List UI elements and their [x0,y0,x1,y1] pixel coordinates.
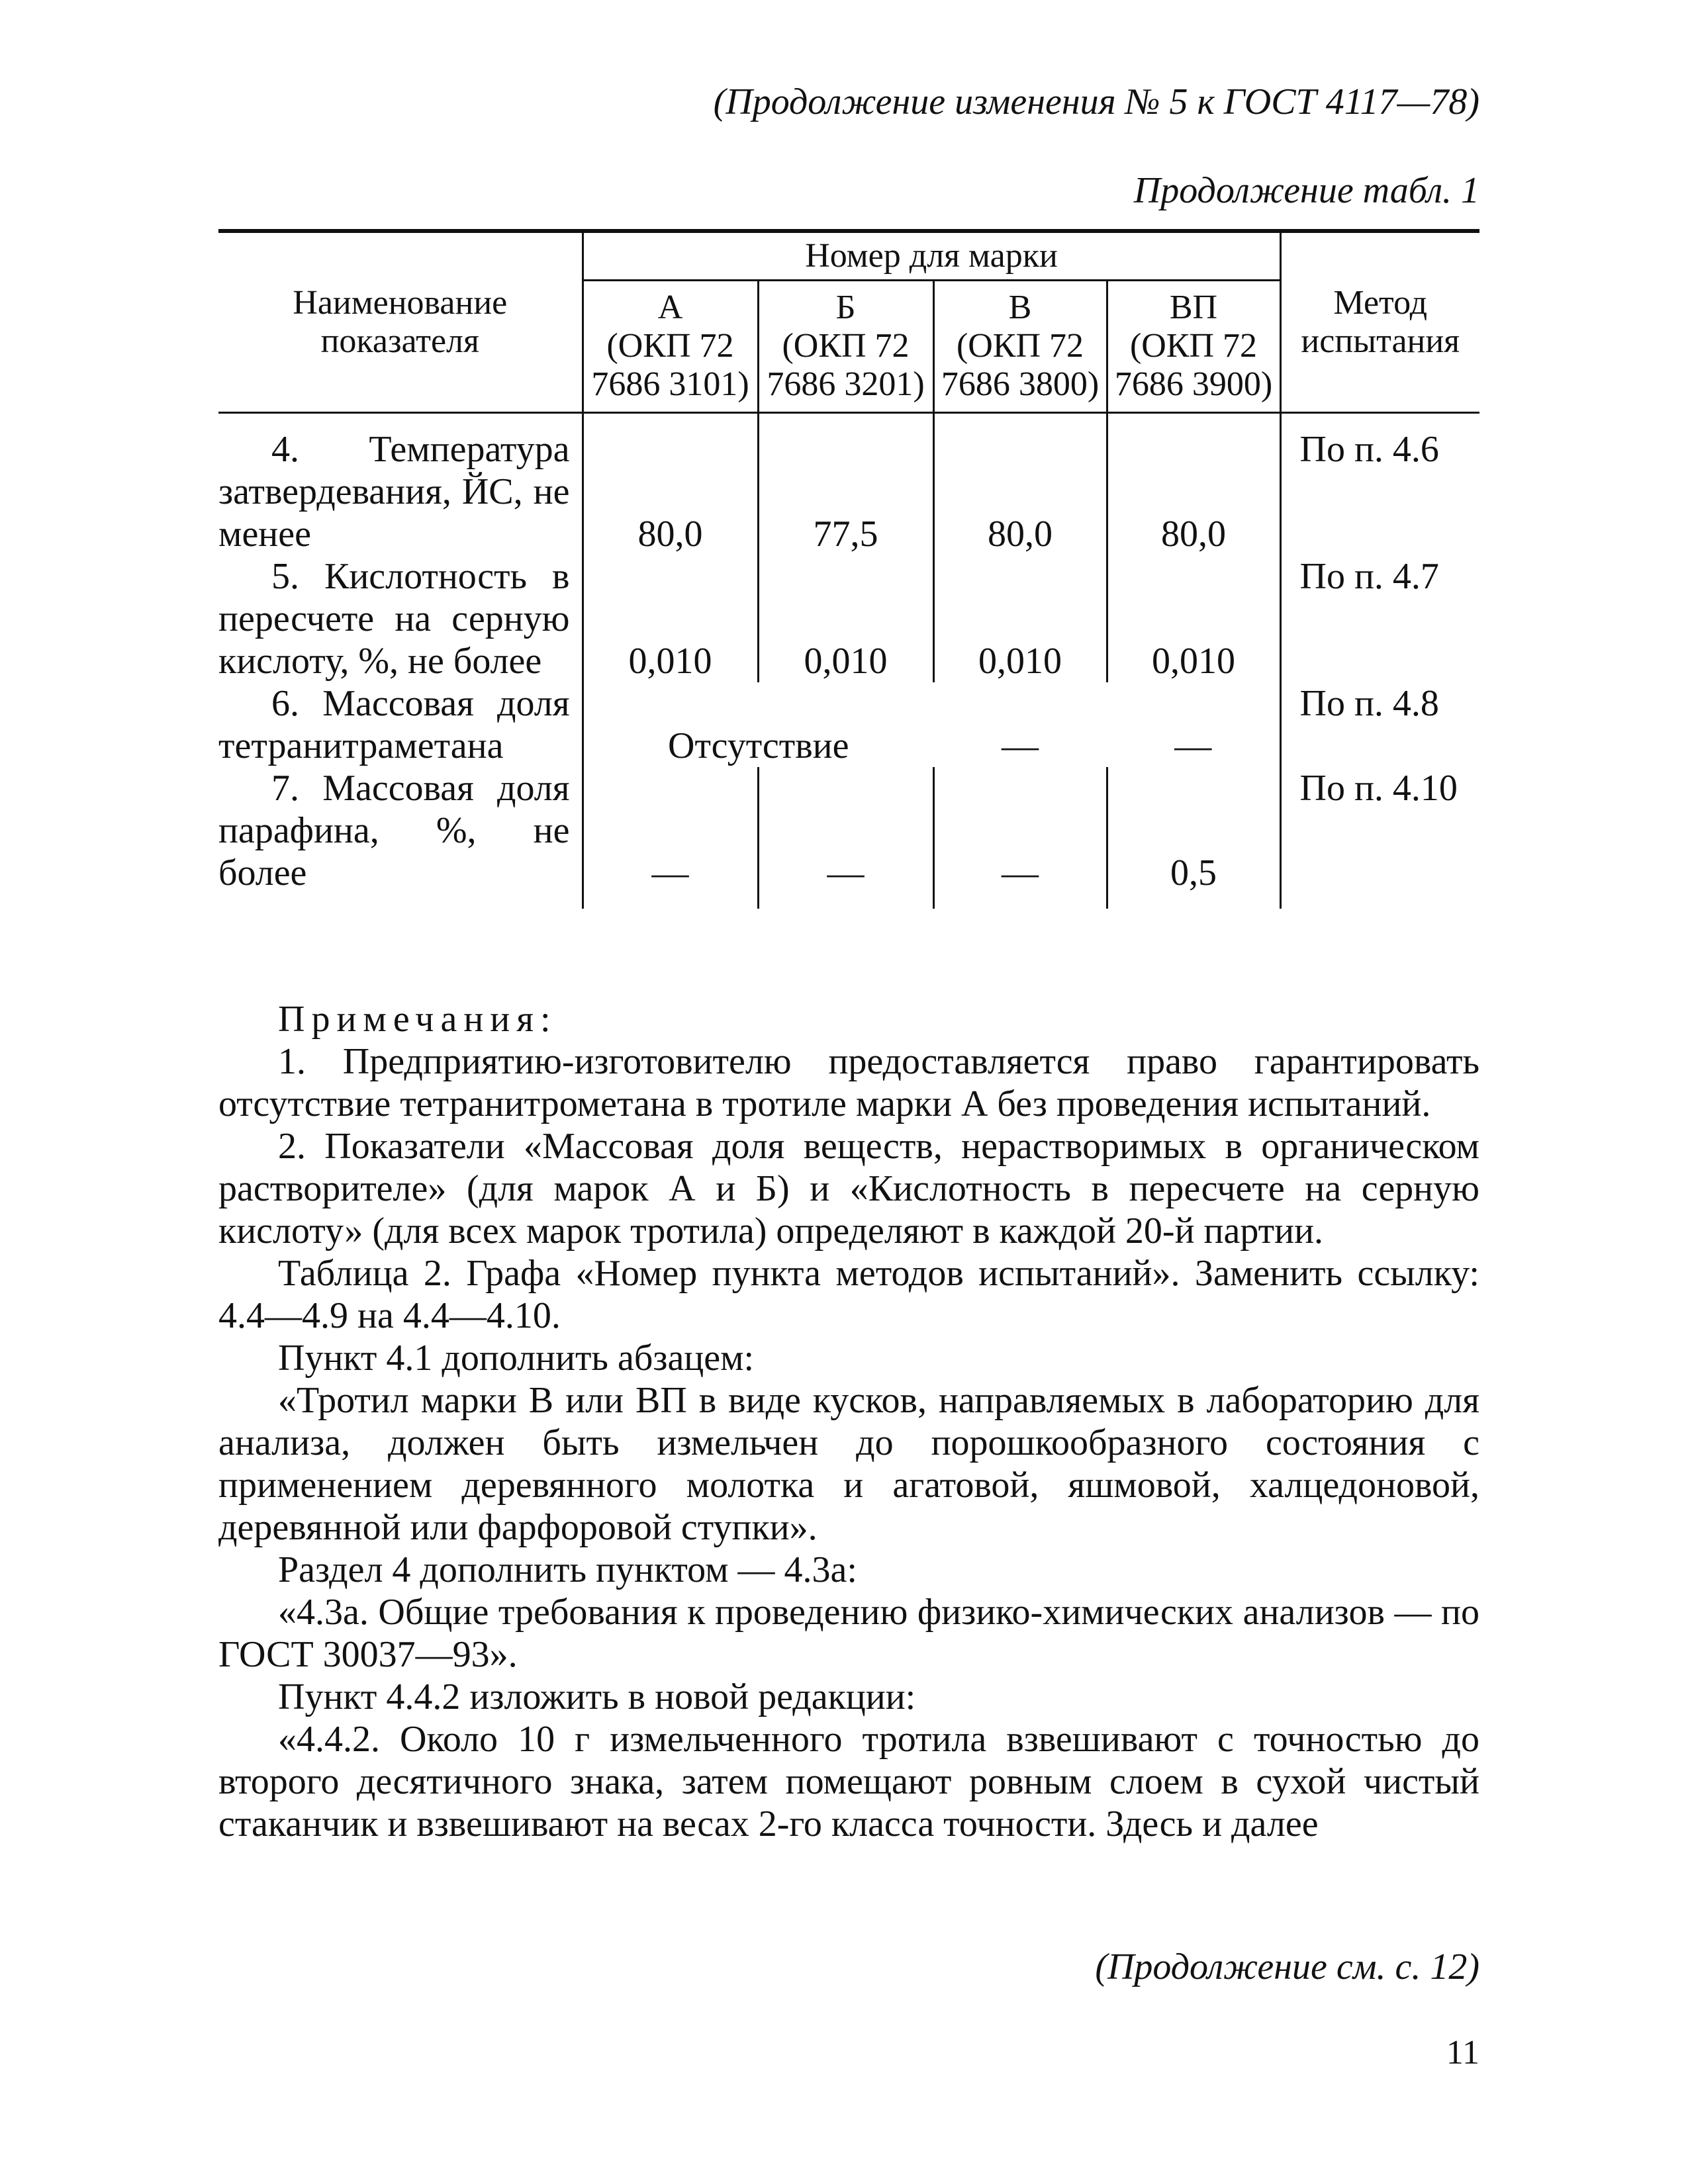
value-cell: 0,010 [1107,555,1280,682]
paragraph: Пункт 4.1 дополнить абзацем: [278,1338,755,1379]
continuation-footer: (Продолжение см. с. 12) [1095,1946,1479,1987]
value-cell: 0,010 [758,555,933,682]
page-number: 11 [1446,2034,1479,2071]
paragraph: Пункт 4.4.2 изложить в новой редакции: [278,1676,916,1717]
value-cell: 80,0 [1107,412,1280,555]
value-cell: — [583,767,758,909]
table-row [218,412,1479,555]
indicator-name: 6. Массовая доля тетранитраметана [218,682,570,766]
value-cell: — [1174,725,1212,766]
value-cell: — [758,767,933,909]
column-header-grade-group: Номер для марки [583,231,1280,280]
note-2: 2. Показатели «Массовая доля веществ, нерастворимых в органическом растворителе» (для марок А и Б) и «Кислотность в пересчете на серную кислоту» (для всех марок тротила) определяют в каждой 20-й партии. [218,1126,1479,1251]
method-cell: По п. 4.6 [1280,412,1479,555]
indicator-name: 5. Кислотность в пересчете на серную кислоту, %, не более [218,555,570,682]
paragraph: «4.3а. Общие требования к проведению физико-химических анализов — по ГОСТ 30037—93». [218,1592,1479,1675]
document-continuation-header: (Продолжение изменения № 5 к ГОСТ 4117—78) [713,81,1479,122]
paragraph: Таблица 2. Графа «Номер пункта методов испытаний». Заменить ссылку: 4.4—4.9 на 4.4—4.10. [218,1253,1479,1336]
method-cell: По п. 4.10 [1280,767,1479,909]
value-cell: 77,5 [758,412,933,555]
value-cell: 80,0 [933,412,1107,555]
paragraph: Раздел 4 дополнить пунктом — 4.3а: [278,1549,857,1590]
specification-table [218,229,1479,909]
table-row [218,555,1479,682]
table-continuation-label: Продолжение табл. 1 [1133,170,1479,211]
indicator-name: 4. Температура затвердевания, ЙС, не менее [218,428,570,555]
grade-header-vp: ВП (ОКП 72 7686 3900) [1107,280,1280,412]
value-cell: 0,010 [583,555,758,682]
method-cell: По п. 4.7 [1280,555,1479,682]
grade-header-a: А (ОКП 72 7686 3101) [583,280,758,412]
paragraph: «4.4.2. Около 10 г измельченного тротила взвешивают с точностью до второго десятичного знака, затем помещают ровным слоем в сухой чистый стаканчик и взвешивают на весах 2-го класса точности. Здесь и далее [218,1719,1479,1844]
value-cell: — [933,767,1107,909]
grade-header-v: В (ОКП 72 7686 3800) [933,280,1107,412]
column-header-test-method: Метод испытания [1280,231,1479,412]
note-1: 1. Предприятию-изготовителю предоставляется право гарантировать отсутствие тетранитрометана в тротиле марки А без проведения испытаний. [218,1041,1479,1124]
paragraph: «Тротил марки В или ВП в виде кусков, направляемых в лабораторию для анализа, должен быть измельчен до порошкообразного состояния с применением деревянного молотка и агатовой, яшмовой, халцедоновой, деревянной или фарфоровой ступки». [218,1380,1479,1548]
value-cell: — [1002,725,1039,766]
value-cell: Отсутствие [583,682,933,767]
notes-section [218,998,1479,1845]
value-cell: 0,010 [933,555,1107,682]
notes-title: Примечания: [278,999,557,1040]
value-cell: 0,5 [1107,767,1280,909]
value-cell: 80,0 [583,412,758,555]
table-row [218,767,1479,909]
column-header-indicator: Наименование показателя [218,231,583,412]
method-cell: По п. 4.8 [1280,682,1479,767]
table-row [218,682,1479,767]
grade-header-b: Б (ОКП 72 7686 3201) [758,280,933,412]
indicator-name: 7. Массовая доля парафина, %, не более [218,767,570,893]
